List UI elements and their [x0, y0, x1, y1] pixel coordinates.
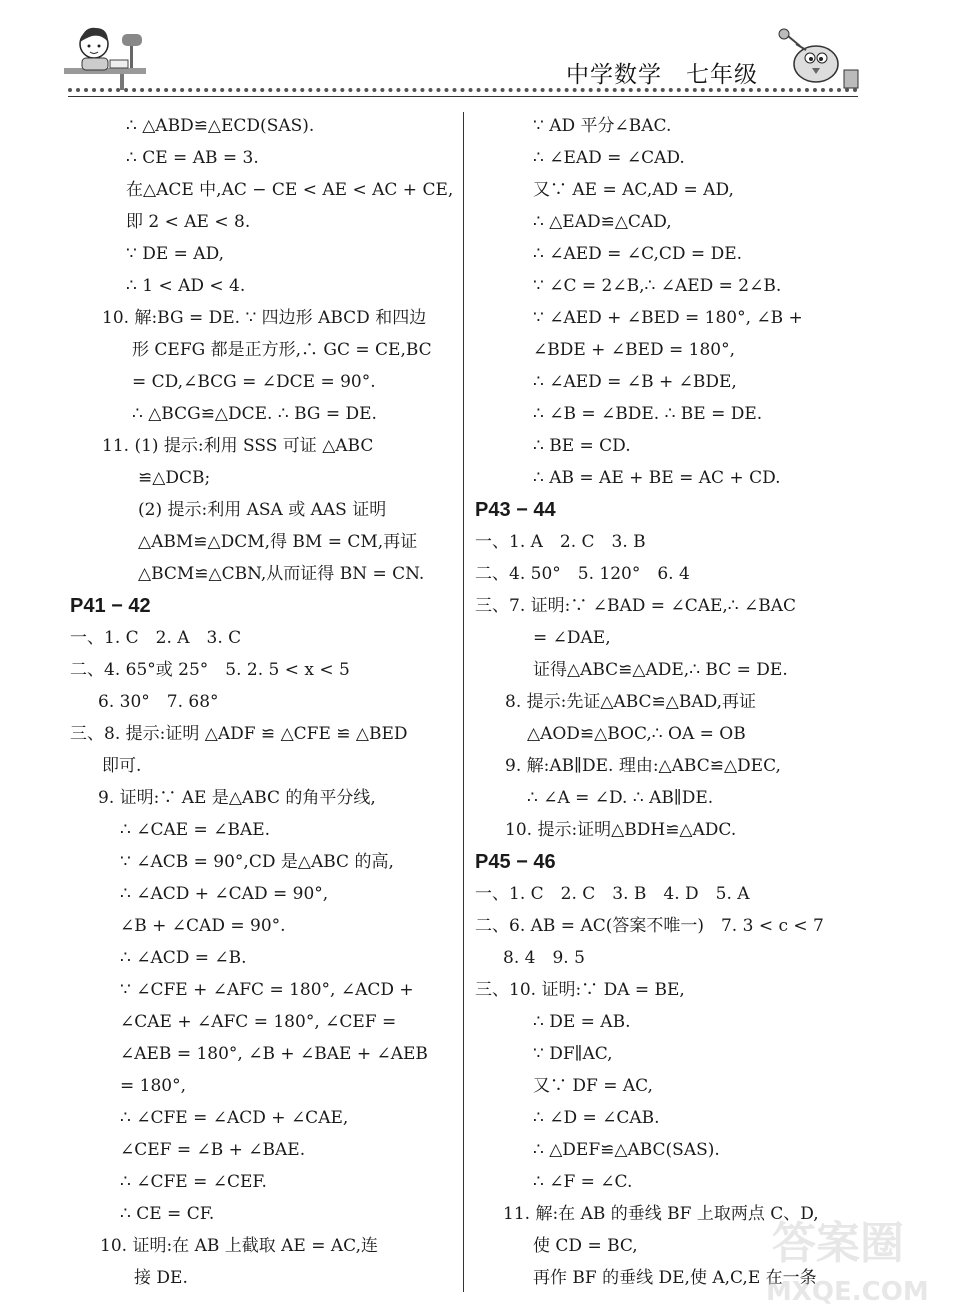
answer-line	[70, 558, 455, 590]
answer-line	[475, 462, 865, 494]
answer-line	[475, 1006, 865, 1038]
answer-text: P43 − 44	[475, 499, 556, 521]
answer-text: 证得△ABC≌△ADE,∴ BC = DE.	[533, 660, 788, 680]
answer-line	[70, 846, 455, 878]
answer-text: ∵ DF∥AC,	[533, 1044, 613, 1064]
answer-text: ∴ CE = CF.	[120, 1204, 215, 1224]
answer-text: 8. 4 9. 5	[503, 948, 585, 968]
answer-line	[70, 430, 455, 462]
answer-line	[475, 654, 865, 686]
answer-line	[70, 494, 455, 526]
answer-text: ∠CEF = ∠B + ∠BAE.	[120, 1140, 306, 1160]
answer-line	[70, 142, 455, 174]
answer-line	[475, 878, 865, 910]
answer-line	[475, 174, 865, 206]
answer-text: ∴ ∠D = ∠CAB.	[533, 1108, 660, 1128]
answer-line	[70, 1134, 455, 1166]
answer-text: 接 DE.	[134, 1268, 188, 1288]
answer-line	[70, 1198, 455, 1230]
header-title: 中学数学 七年级	[566, 62, 758, 88]
answer-text: 11. (1) 提示:利用 SSS 可证 △ABC	[102, 436, 374, 456]
answer-line	[475, 366, 865, 398]
answer-text: ∴ ∠AED = ∠B + ∠BDE,	[533, 372, 737, 392]
answer-line	[70, 1070, 455, 1102]
answer-line	[475, 270, 865, 302]
answer-line	[475, 302, 865, 334]
left-column	[70, 110, 455, 1294]
answer-line	[70, 782, 455, 814]
answer-line	[475, 334, 865, 366]
section-heading	[70, 590, 455, 622]
answer-text: ∴ ∠EAD = ∠CAD.	[533, 148, 685, 168]
answer-text: ∵ ∠C = 2∠B,∴ ∠AED = 2∠B.	[533, 276, 782, 296]
answer-text: ∴ ∠CFE = ∠CEF.	[120, 1172, 267, 1192]
answer-line	[70, 654, 455, 686]
answer-text: ∴ ∠CAE = ∠BAE.	[120, 820, 271, 840]
answer-text: △ABM≌△DCM,得 BM = CM,再证	[138, 532, 418, 552]
answer-line	[475, 942, 865, 974]
answer-line	[70, 462, 455, 494]
answer-text: ∴ ∠ACD + ∠CAD = 90°,	[120, 884, 329, 904]
answer-text: 在△ACE 中,AC − CE < AE < AC + CE,	[126, 180, 454, 200]
answer-line	[475, 526, 865, 558]
girl-studying-icon	[62, 18, 148, 92]
answer-line	[475, 398, 865, 430]
answer-text: ∴ △DEF≌△ABC(SAS).	[533, 1140, 720, 1160]
answer-text: ∴ BE = CD.	[533, 436, 631, 456]
answer-line	[70, 398, 455, 430]
answer-text: △BCM≌△CBN,从而证得 BN = CN.	[138, 564, 425, 584]
answer-line	[475, 142, 865, 174]
section-heading	[475, 846, 865, 878]
answer-text: ∴ △EAD≌△CAD,	[533, 212, 672, 232]
answer-text: 使 CD = BC,	[533, 1236, 638, 1256]
answer-text: ∠B + ∠CAD = 90°.	[120, 916, 286, 936]
answer-text: 三、10. 证明:∵ DA = BE,	[475, 980, 685, 1000]
answer-text: 再作 BF 的垂线 DE,使 A,C,E 在一条	[533, 1268, 817, 1288]
answer-line	[475, 622, 865, 654]
answer-line	[475, 718, 865, 750]
answer-text: 10. 提示:证明△BDH≌△ADC.	[505, 820, 737, 840]
answer-line	[475, 974, 865, 1006]
answer-text: ∴ △BCG≌△DCE. ∴ BG = DE.	[132, 404, 377, 424]
answer-text: ∵ ∠ACB = 90°,CD 是△ABC 的高,	[120, 852, 394, 872]
answer-line	[475, 1166, 865, 1198]
answer-text: P45 − 46	[475, 851, 556, 873]
answer-line	[70, 526, 455, 558]
answer-text: ∴ ∠F = ∠C.	[533, 1172, 633, 1192]
answer-text: 6. 30° 7. 68°	[98, 692, 219, 712]
answer-text: 一、1. A 2. C 3. B	[475, 532, 646, 552]
watermark-text: 答案圈	[772, 1218, 904, 1269]
header-dotted-rule	[68, 88, 858, 92]
answer-line	[475, 206, 865, 238]
answer-line	[475, 430, 865, 462]
answer-line	[475, 1038, 865, 1070]
section-heading	[475, 494, 865, 526]
answer-line	[70, 1262, 455, 1294]
answer-text: 又∵ AE = AC,AD = AD,	[533, 180, 734, 200]
answer-text: 三、8. 提示:证明 △ADF ≌ △CFE ≌ △BED	[70, 724, 408, 744]
answer-line	[70, 686, 455, 718]
answer-line	[70, 1006, 455, 1038]
answer-text: ∵ DE = AD,	[126, 244, 225, 264]
answer-text: (2) 提示:利用 ASA 或 AAS 证明	[138, 500, 387, 520]
answer-line	[70, 942, 455, 974]
answer-text: ∵ ∠CFE + ∠AFC = 180°, ∠ACD +	[120, 980, 414, 1000]
answer-line	[70, 814, 455, 846]
answer-text: 一、1. C 2. C 3. B 4. D 5. A	[475, 884, 750, 904]
answer-line	[475, 1070, 865, 1102]
answer-text: = CD,∠BCG = ∠DCE = 90°.	[132, 372, 376, 392]
answer-text: 二、4. 50° 5. 120° 6. 4	[475, 564, 690, 584]
answer-text: 即 2 < AE < 8.	[126, 212, 251, 232]
answer-line	[70, 910, 455, 942]
answer-line	[70, 1102, 455, 1134]
answer-text: 9. 解:AB∥DE. 理由:△ABC≌△DEC,	[505, 756, 781, 776]
answer-text: 一、1. C 2. A 3. C	[70, 628, 242, 648]
answer-text: 二、6. AB = AC(答案不唯一) 7. 3 < c < 7	[475, 916, 824, 936]
answer-text: = 180°,	[120, 1076, 186, 1096]
answer-line	[475, 1134, 865, 1166]
answer-line	[70, 366, 455, 398]
answer-line	[70, 622, 455, 654]
answer-line	[475, 590, 865, 622]
answer-line	[70, 334, 455, 366]
right-column	[475, 110, 865, 1294]
answer-line	[475, 558, 865, 590]
answer-line	[70, 206, 455, 238]
answer-line	[70, 270, 455, 302]
answer-text: 即可.	[102, 756, 142, 776]
answer-line	[70, 238, 455, 270]
answer-line	[70, 718, 455, 750]
answer-text: ∠AEB = 180°, ∠B + ∠BAE + ∠AEB	[120, 1044, 428, 1064]
answer-text: 11. 解:在 AB 的垂线 BF 上取两点 C、D,	[503, 1204, 819, 1224]
answer-line	[475, 910, 865, 942]
answer-text: = ∠DAE,	[533, 628, 611, 648]
answer-text: ∴ △ABD≌△ECD(SAS).	[126, 116, 315, 136]
answer-line	[70, 878, 455, 910]
answer-text: ∴ CE = AB = 3.	[126, 148, 259, 168]
answer-line	[475, 686, 865, 718]
answer-line	[475, 750, 865, 782]
column-divider	[463, 112, 464, 1292]
answer-text: △AOD≌△BOC,∴ OA = OB	[527, 724, 746, 744]
watermark-logo	[712, 1200, 962, 1306]
header-rule	[68, 96, 858, 97]
answer-text: 又∵ DF = AC,	[533, 1076, 653, 1096]
answer-line	[70, 302, 455, 334]
answer-text: 10. 证明:在 AB 上截取 AE = AC,连	[100, 1236, 378, 1256]
answer-line	[70, 1166, 455, 1198]
answer-text: ∴ ∠B = ∠BDE. ∴ BE = DE.	[533, 404, 763, 424]
page-header	[0, 0, 964, 100]
answer-line	[70, 1230, 455, 1262]
answer-line	[70, 1038, 455, 1070]
answer-text: ∴ 1 < AD < 4.	[126, 276, 246, 296]
answer-line	[475, 814, 865, 846]
answer-text: 8. 提示:先证△ABC≌△BAD,再证	[505, 692, 757, 712]
answer-text: ∠BDE + ∠BED = 180°,	[533, 340, 736, 360]
answer-text: ∴ ∠A = ∠D. ∴ AB∥DE.	[527, 788, 714, 808]
answer-line	[70, 974, 455, 1006]
answer-line	[475, 110, 865, 142]
answer-text: 二、4. 65°或 25° 5. 2. 5 < x < 5	[70, 660, 350, 680]
answer-text: ∴ DE = AB.	[533, 1012, 631, 1032]
answer-line	[70, 750, 455, 782]
answer-text: ∠CAE + ∠AFC = 180°, ∠CEF =	[120, 1012, 397, 1032]
answer-text: ≌△DCB;	[138, 468, 211, 488]
answer-line	[475, 782, 865, 814]
answer-text: P41 − 42	[70, 595, 151, 617]
watermark-sub: MXQE.COM	[766, 1277, 929, 1306]
answer-text: ∵ AD 平分∠BAC.	[533, 116, 672, 136]
cartoon-bird-icon	[766, 26, 862, 92]
answer-text: ∴ ∠CFE = ∠ACD + ∠CAE,	[120, 1108, 349, 1128]
answer-line	[70, 174, 455, 206]
answer-line	[475, 1102, 865, 1134]
answer-text: ∵ ∠AED + ∠BED = 180°, ∠B +	[533, 308, 803, 328]
answer-text: ∴ AB = AE + BE = AC + CD.	[533, 468, 781, 488]
answer-text: ∴ ∠AED = ∠C,CD = DE.	[533, 244, 743, 264]
answer-text: ∴ ∠ACD = ∠B.	[120, 948, 247, 968]
answer-line	[70, 110, 455, 142]
answer-text: 10. 解:BG = DE. ∵ 四边形 ABCD 和四边	[102, 308, 427, 328]
answer-text: 9. 证明:∵ AE 是△ABC 的角平分线,	[98, 788, 376, 808]
answer-text: 形 CEFG 都是正方形,∴ GC = CE,BC	[132, 340, 432, 360]
answer-text: 三、7. 证明:∵ ∠BAD = ∠CAE,∴ ∠BAC	[475, 596, 797, 616]
answer-line	[475, 238, 865, 270]
